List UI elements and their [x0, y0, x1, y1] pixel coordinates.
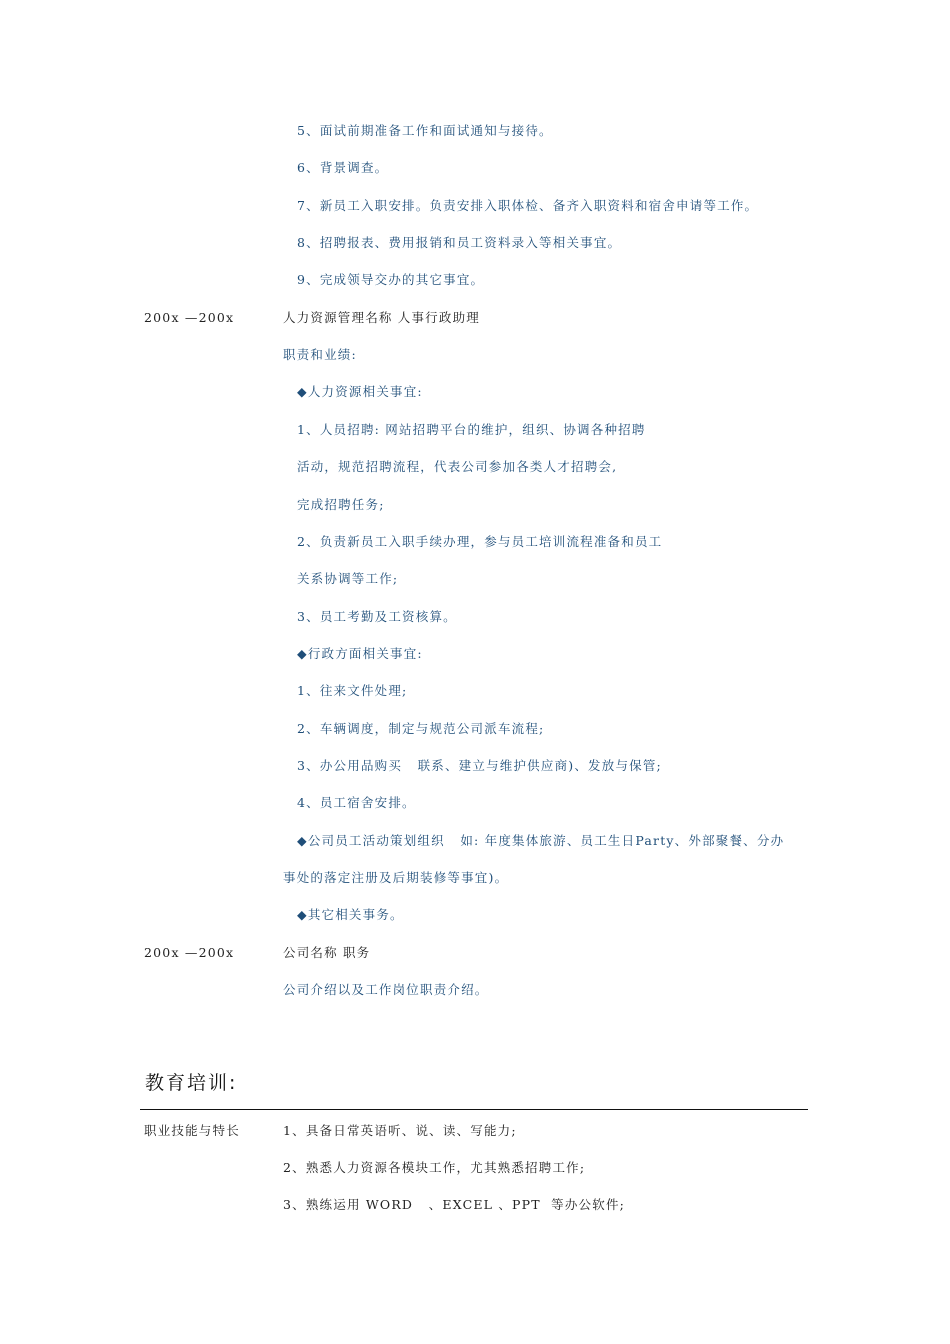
hr-section-heading: ◆人力资源相关事宜: [297, 384, 423, 399]
job2-line: 3、员工考勤及工资核算。 [297, 609, 457, 624]
job2-title: 人力资源管理名称 人事行政助理 [283, 310, 480, 325]
job3-description: 公司介绍以及工作岗位职责介绍。 [283, 982, 489, 997]
other-section-heading: ◆其它相关事务。 [297, 907, 404, 922]
job3-title: 公司名称 职务 [283, 945, 371, 960]
job2-line: 1、人员招聘: 网站招聘平台的维护，组织、协调各种招聘 [297, 422, 646, 437]
skill-item: 2、熟悉人力资源各模块工作，尤其熟悉招聘工作; [283, 1160, 586, 1175]
job1-item-9: 9、完成领导交办的其它事宜。 [297, 272, 485, 287]
job1-item-6: 6、背景调查。 [297, 160, 389, 175]
job1-item-7: 7、新员工入职安排。负责安排入职体检、备齐入职资料和宿舍申请等工作。 [297, 198, 759, 213]
job2-line: 3、办公用品购买 联系、建立与维护供应商)、发放与保管; [297, 758, 662, 773]
job2-line: 关系协调等工作; [297, 571, 399, 586]
skill-item: 1、具备日常英语听、说、读、写能力; [283, 1123, 517, 1138]
job2-date: 200x —200x [144, 310, 235, 325]
job2-line: 完成招聘任务; [297, 497, 385, 512]
job2-line: 4、员工宿舍安排。 [297, 795, 416, 810]
activities-section-heading: ◆公司员工活动策划组织 如: 年度集体旅游、员工生日Party、外部聚餐、分办 [297, 833, 785, 848]
job2-duties-label: 职责和业绩: [283, 347, 357, 362]
job2-line: 事处的落定注册及后期装修等事宜)。 [283, 870, 509, 885]
job2-line: 1、往来文件处理; [297, 683, 408, 698]
education-heading: 教育培训: [145, 1072, 238, 1094]
job1-item-5: 5、面试前期准备工作和面试通知与接待。 [297, 123, 553, 138]
job2-line: 2、负责新员工入职手续办理，参与员工培训流程准备和员工 [297, 534, 663, 549]
job2-line: 活动，规范招聘流程，代表公司参加各类人才招聘会, [297, 459, 618, 474]
admin-section-heading: ◆行政方面相关事宜: [297, 646, 423, 661]
job1-item-8: 8、招聘报表、费用报销和员工资料录入等相关事宜。 [297, 235, 622, 250]
skill-item: 3、熟练运用 WORD 、EXCEL 、PPT 等办公软件; [283, 1197, 626, 1212]
job3-date: 200x —200x [144, 945, 235, 960]
skills-label: 职业技能与特长 [144, 1123, 240, 1138]
job2-line: 2、车辆调度，制定与规范公司派车流程; [297, 721, 545, 736]
section-divider [140, 1109, 808, 1110]
